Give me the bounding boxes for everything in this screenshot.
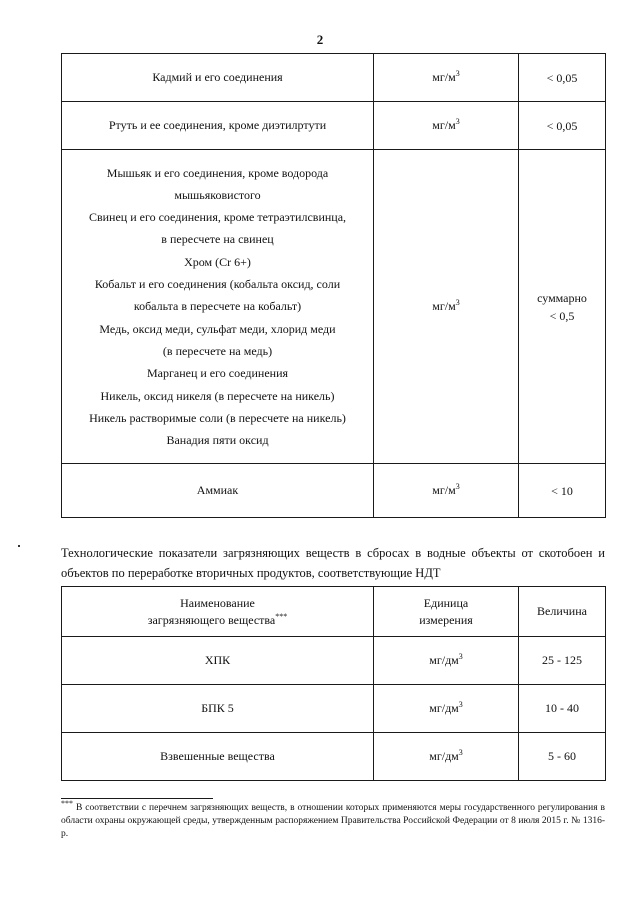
substance-name-cell bbox=[62, 54, 374, 102]
substance-name-line: Ванадия пяти оксид bbox=[166, 433, 269, 448]
unit-cell bbox=[374, 637, 519, 685]
substance-name-line: мышьяковистого bbox=[174, 187, 261, 202]
substance-name: Ртуть и ее соединения, кроме диэтилртути bbox=[108, 118, 327, 133]
table-row bbox=[62, 54, 606, 102]
substance-name: Аммиак bbox=[196, 483, 239, 498]
substance-name-line: (в пересчете на медь) bbox=[162, 343, 273, 358]
substance-name-line: Никель растворимые соли (в пересчете на никель) bbox=[89, 410, 346, 425]
unit-cell bbox=[374, 464, 519, 518]
header-name-cell bbox=[62, 587, 374, 637]
value-text: < 0,05 bbox=[546, 118, 578, 133]
table-row bbox=[62, 150, 606, 464]
page-number: 2 bbox=[316, 32, 324, 47]
substance-name-line: Мышьяк и его соединения, кроме водорода bbox=[106, 165, 329, 180]
value-cell bbox=[519, 54, 606, 102]
table-row bbox=[62, 733, 606, 781]
value-text: < 0,5 bbox=[549, 308, 575, 323]
value-text: < 10 bbox=[551, 483, 573, 498]
unit-text: мг/м bbox=[432, 483, 456, 497]
header-unit-line2: измерения bbox=[419, 612, 473, 627]
value-text: < 0,05 bbox=[546, 70, 578, 85]
value-text: суммарно bbox=[537, 290, 587, 305]
emission-limits-table bbox=[61, 53, 606, 518]
substance-name-cell bbox=[62, 150, 374, 464]
header-name-line1: Наименование bbox=[180, 595, 255, 610]
unit-superscript: 3 bbox=[455, 298, 460, 307]
substance-name-cell bbox=[62, 102, 374, 150]
scan-dot bbox=[18, 545, 20, 547]
footnote-divider bbox=[61, 798, 213, 799]
substance-name: Взвешенные вещества bbox=[62, 733, 374, 781]
unit-cell bbox=[374, 685, 519, 733]
unit-superscript: 3 bbox=[458, 652, 463, 661]
substance-name-line: Хром (Cr 6+) bbox=[184, 254, 251, 269]
value-cell: 10 - 40 bbox=[519, 685, 606, 733]
section-heading: Технологические показатели загрязняющих веществ в сбросах в водные объекты от скотобоен и объектов по переработке вторичных продуктов, соответствующие НДТ bbox=[61, 546, 605, 580]
unit-text: мг/дм bbox=[429, 749, 459, 763]
footnote-reference: *** bbox=[275, 611, 288, 621]
substance-name-line: Кобальт и его соединения (кобальта оксид, соли bbox=[94, 277, 341, 292]
value-cell: 5 - 60 bbox=[519, 733, 606, 781]
unit-cell bbox=[374, 102, 519, 150]
header-unit-line1: Единица bbox=[423, 595, 469, 610]
unit-text: мг/м bbox=[432, 299, 456, 313]
value-cell bbox=[519, 150, 606, 464]
unit-cell bbox=[374, 733, 519, 781]
unit-superscript: 3 bbox=[455, 69, 460, 78]
substance-name: Кадмий и его соединения bbox=[152, 70, 283, 85]
table-row bbox=[62, 685, 606, 733]
header-name-line2-wrap bbox=[66, 612, 369, 629]
value-cell: 25 - 125 bbox=[519, 637, 606, 685]
unit-text: мг/м bbox=[432, 70, 456, 84]
unit-superscript: 3 bbox=[455, 117, 460, 126]
unit-cell bbox=[374, 54, 519, 102]
footnote-marker: *** bbox=[61, 798, 73, 808]
header-value-cell: Величина bbox=[519, 587, 606, 637]
unit-superscript: 3 bbox=[458, 700, 463, 709]
substance-name-line: Марганец и его соединения bbox=[146, 366, 289, 381]
substance-name-cell bbox=[62, 464, 374, 518]
value-cell bbox=[519, 464, 606, 518]
header-unit-cell bbox=[374, 587, 519, 637]
unit-text: мг/дм bbox=[429, 701, 459, 715]
table-row bbox=[62, 464, 606, 518]
unit-text: мг/м bbox=[432, 118, 456, 132]
table-row bbox=[62, 102, 606, 150]
water-discharge-table bbox=[61, 586, 606, 781]
substance-name: ХПК bbox=[62, 637, 374, 685]
footnote-text: В соответствии с перечнем загрязняющих веществ, в отношении которых применяются меры государственного регулирования в области охраны окружающей среды, утвержденным распоряжением Правительства Российской Федерации от 8 июля 2015 г. № 1316-р. bbox=[61, 803, 605, 839]
unit-superscript: 3 bbox=[458, 748, 463, 757]
value-cell bbox=[519, 102, 606, 150]
substance-name-line: в пересчете на свинец bbox=[161, 232, 274, 247]
substance-name-line: Никель, оксид никеля (в пересчете на никель) bbox=[100, 388, 335, 403]
substance-name-line: кобальта в пересчете на кобальт) bbox=[133, 299, 302, 314]
substance-name: БПК 5 bbox=[62, 685, 374, 733]
unit-cell bbox=[374, 150, 519, 464]
table-header-row bbox=[62, 587, 606, 637]
footnote bbox=[61, 798, 605, 841]
substance-name-line: Медь, оксид меди, сульфат меди, хлорид меди bbox=[99, 321, 336, 336]
substance-name-line: Свинец и его соединения, кроме тетраэтилсвинца, bbox=[88, 210, 347, 225]
unit-text: мг/дм bbox=[429, 653, 459, 667]
unit-superscript: 3 bbox=[455, 482, 460, 491]
table-row bbox=[62, 637, 606, 685]
header-name-line2: загрязняющего вещества bbox=[147, 612, 276, 627]
